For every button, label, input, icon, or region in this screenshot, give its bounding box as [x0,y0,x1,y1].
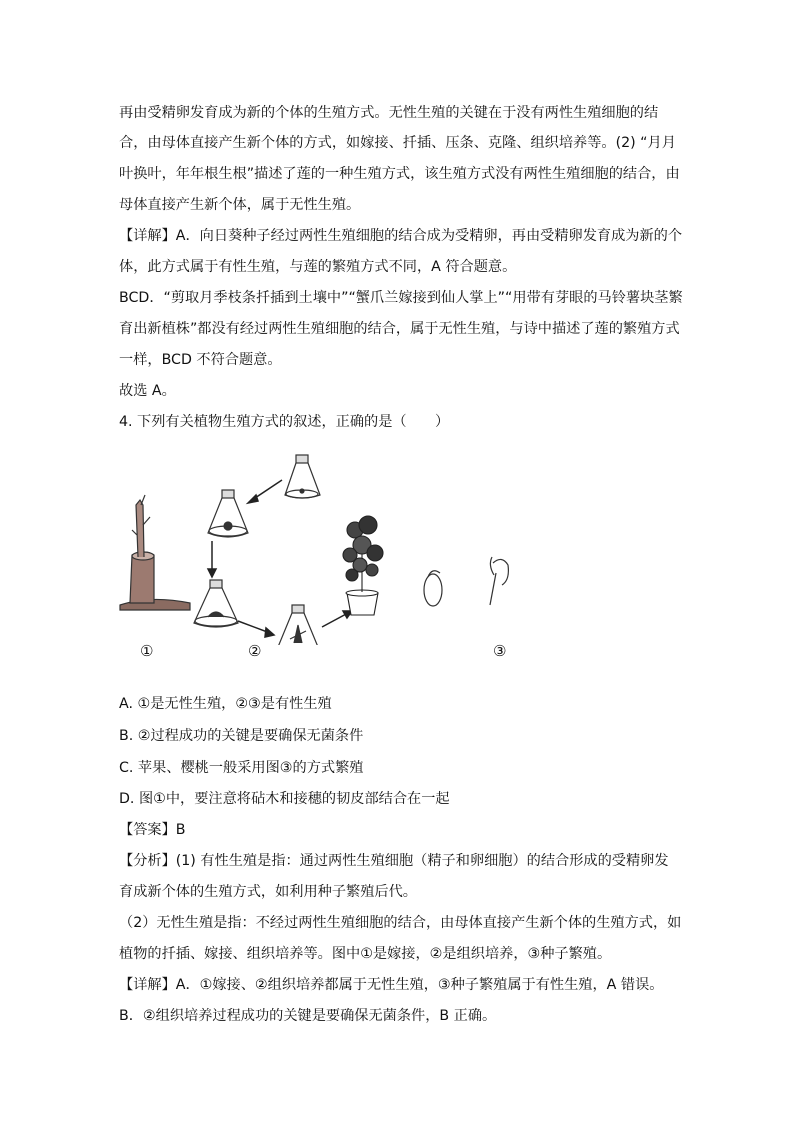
potted-plant-illustration [343,516,383,615]
text-line-9: 一样，BCD 不符合题意。 [119,352,282,368]
analysis-line-3: （2）无性生殖是指：不经过两性生殖细胞的结合，由母体直接产生新个体的生殖方式，如 [119,915,682,931]
process-arrows [208,480,352,637]
text-line-5: 【详解】A．向日葵种子经过两性生殖细胞的结合成为受精卵，再由受精卵发育成为新的个 [119,228,683,244]
tissue-culture-flask-top-left [208,490,248,537]
seed-illustration [424,557,508,606]
tissue-culture-flask-bottom-left [194,580,238,627]
option-a: A. ①是无性生殖，②③是有性生殖 [119,696,332,712]
text-line-8: 育出新植株”都没有经过两性生殖细胞的结合，属于无性生殖，与诗中描述了莲的繁殖方式 [119,321,680,337]
detail-line-1: 【详解】A．①嫁接、②组织培养都属于无性生殖，③种子繁殖属于有性生殖，A 错误。 [119,977,664,993]
option-d: D. 图①中，要注意将砧木和接穗的韧皮部结合在一起 [119,791,450,807]
question-4-stem: 4. 下列有关植物生殖方式的叙述，正确的是（ ） [119,414,450,430]
text-line-1: 再由受精卵发育成为新的个体的生殖方式。无性生殖的关键在于没有两性生殖细胞的结 [119,105,659,121]
figure-label-1: ① [140,642,154,660]
figure-label-3: ③ [493,642,507,660]
analysis-line-1: 【分析】(1) 有性生殖是指：通过两性生殖细胞（精子和卵细胞）的结合形成的受精卵发 [119,853,669,869]
option-b: B. ②过程成功的关键是要确保无菌条件 [119,728,364,744]
analysis-line-4: 植物的扦插、嫁接、组织培养等。图中①是嫁接，②是组织培养，③种子繁殖。 [119,946,612,962]
text-line-3: 叶换叶，年年根生根”描述了莲的一种生殖方式，该生殖方式没有两性生殖细胞的结合，由 [119,166,680,182]
analysis-line-2: 育成新个体的生殖方式，如利用种子繁殖后代。 [119,884,417,900]
figure-label-2: ② [248,642,262,660]
text-line-7: BCD．“剪取月季枝条扦插到土壤中”“蟹爪兰嫁接到仙人掌上”“用带有芽眼的马铃薯块茎繁 [119,290,683,306]
text-line-10: 故选 A。 [119,383,176,399]
grafting-stump-illustration [120,495,190,610]
text-line-2: 合，由母体直接产生新个体的方式，如嫁接、扦插、压条、克隆、组织培养等。(2) “月月 [119,135,676,151]
detail-line-2: B．②组织培养过程成功的关键是要确保无菌条件，B 正确。 [119,1008,497,1024]
plant-reproduction-figure [110,445,530,645]
tissue-culture-flask-bottom-right [278,605,318,645]
option-c: C. 苹果、樱桃一般采用图③的方式繁殖 [119,760,364,776]
tissue-culture-flask-top-right [285,455,320,498]
text-line-6: 体，此方式属于有性生殖，与莲的繁殖方式不同，A 符合题意。 [119,259,517,275]
answer-line: 【答案】B [119,822,186,838]
text-line-4: 母体直接产生新个体，属于无性生殖。 [119,197,361,213]
